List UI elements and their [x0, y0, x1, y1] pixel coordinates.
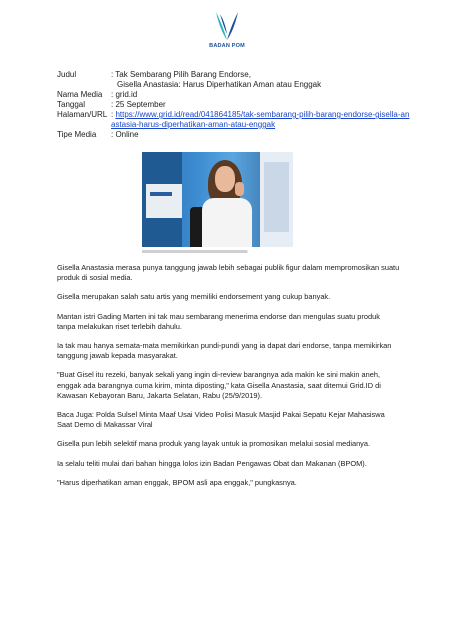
- paragraph: Gisella merupakan salah satu artis yang memiliki endorsement yang cukup banyak.: [57, 292, 331, 302]
- meta-row-url: [57, 110, 412, 130]
- meta-value: : 25 September: [111, 100, 166, 109]
- article-body: [57, 263, 400, 497]
- meta-row-media: [57, 90, 412, 100]
- meta-value: : Online: [111, 130, 139, 139]
- meta-row-type: [57, 130, 412, 140]
- bpom-emblem-icon: [214, 10, 240, 42]
- paragraph: Mantan istri Gading Marten ini tak mau sembarang menerima endorse dan mengulas suatu produk tanpa melakukan riset terlebih dahulu.: [57, 311, 380, 331]
- title-line-2: Gisella Anastasia: Harus Diperhatikan Aman atau Enggak: [117, 80, 322, 89]
- paragraph: Gisella pun lebih selektif mana produk yang layak untuk ia promosikan melalui sosial medianya.: [57, 439, 371, 449]
- logo-text: BADAN POM: [209, 43, 245, 49]
- meta-value: : grid.id: [111, 90, 138, 99]
- meta-value: [111, 110, 412, 130]
- metadata-table: [57, 70, 412, 140]
- url-prefix: :: [111, 110, 116, 119]
- photo-caption: [142, 250, 293, 253]
- meta-key: Halaman/URL: [57, 110, 108, 119]
- article-photo: [142, 152, 293, 247]
- title-line-1: : Tak Sembarang Pilih Barang Endorse,: [111, 70, 251, 79]
- bpom-logo: [205, 10, 249, 60]
- article-url-link[interactable]: https://www.grid.id/read/041864185/tak-sembarang-pilih-barang-endorse-gisella-anastasia-harus-diperhatikan-aman-atau-enggak: [111, 110, 410, 129]
- meta-row-date: [57, 100, 412, 110]
- paragraph: Baca Juga: Polda Sulsel Minta Maaf Usai Video Polisi Masuk Masjid Pakai Sepatu Kejar Mahasiswa Saat Demo di Makassar Viral: [57, 410, 385, 430]
- paragraph: Gisella Anastasia merasa punya tanggung jawab lebih sebagai publik figur dalam mempromosikan suatu produk di sosial media.: [57, 263, 400, 283]
- paragraph: Ia selalu teliti mulai dari bahan hingga lolos izin Badan Pengawas Obat dan Makanan (BPOM).: [57, 458, 367, 468]
- paragraph: Ia tak mau hanya semata-mata memikirkan pundi-pundi yang ia dapat dari endorse, tanpa memikirkan tanggung jawab kepada masyarakat.: [57, 341, 392, 361]
- meta-key: Tanggal: [57, 100, 86, 109]
- meta-key: Nama Media: [57, 90, 103, 99]
- meta-row-title: [57, 70, 412, 90]
- meta-key: Judul: [57, 70, 77, 79]
- meta-value: [111, 70, 412, 90]
- paragraph: "Harus diperhatikan aman enggak, BPOM asli apa enggak," pungkasnya.: [57, 477, 297, 487]
- meta-key: Tipe Media: [57, 130, 97, 139]
- paragraph: "Buat Gisel itu rezeki, banyak sekali yang ingin di-review barangnya ada makin ke sini makin aneh, enggak ada barangnya cuma kirim, minta diposting," kata Gisella Anastasia, saat ditemui Grid.ID di Kawasan Kebayoran Baru, Jakarta Selatan, Rabu (25/9/2019).: [57, 370, 381, 400]
